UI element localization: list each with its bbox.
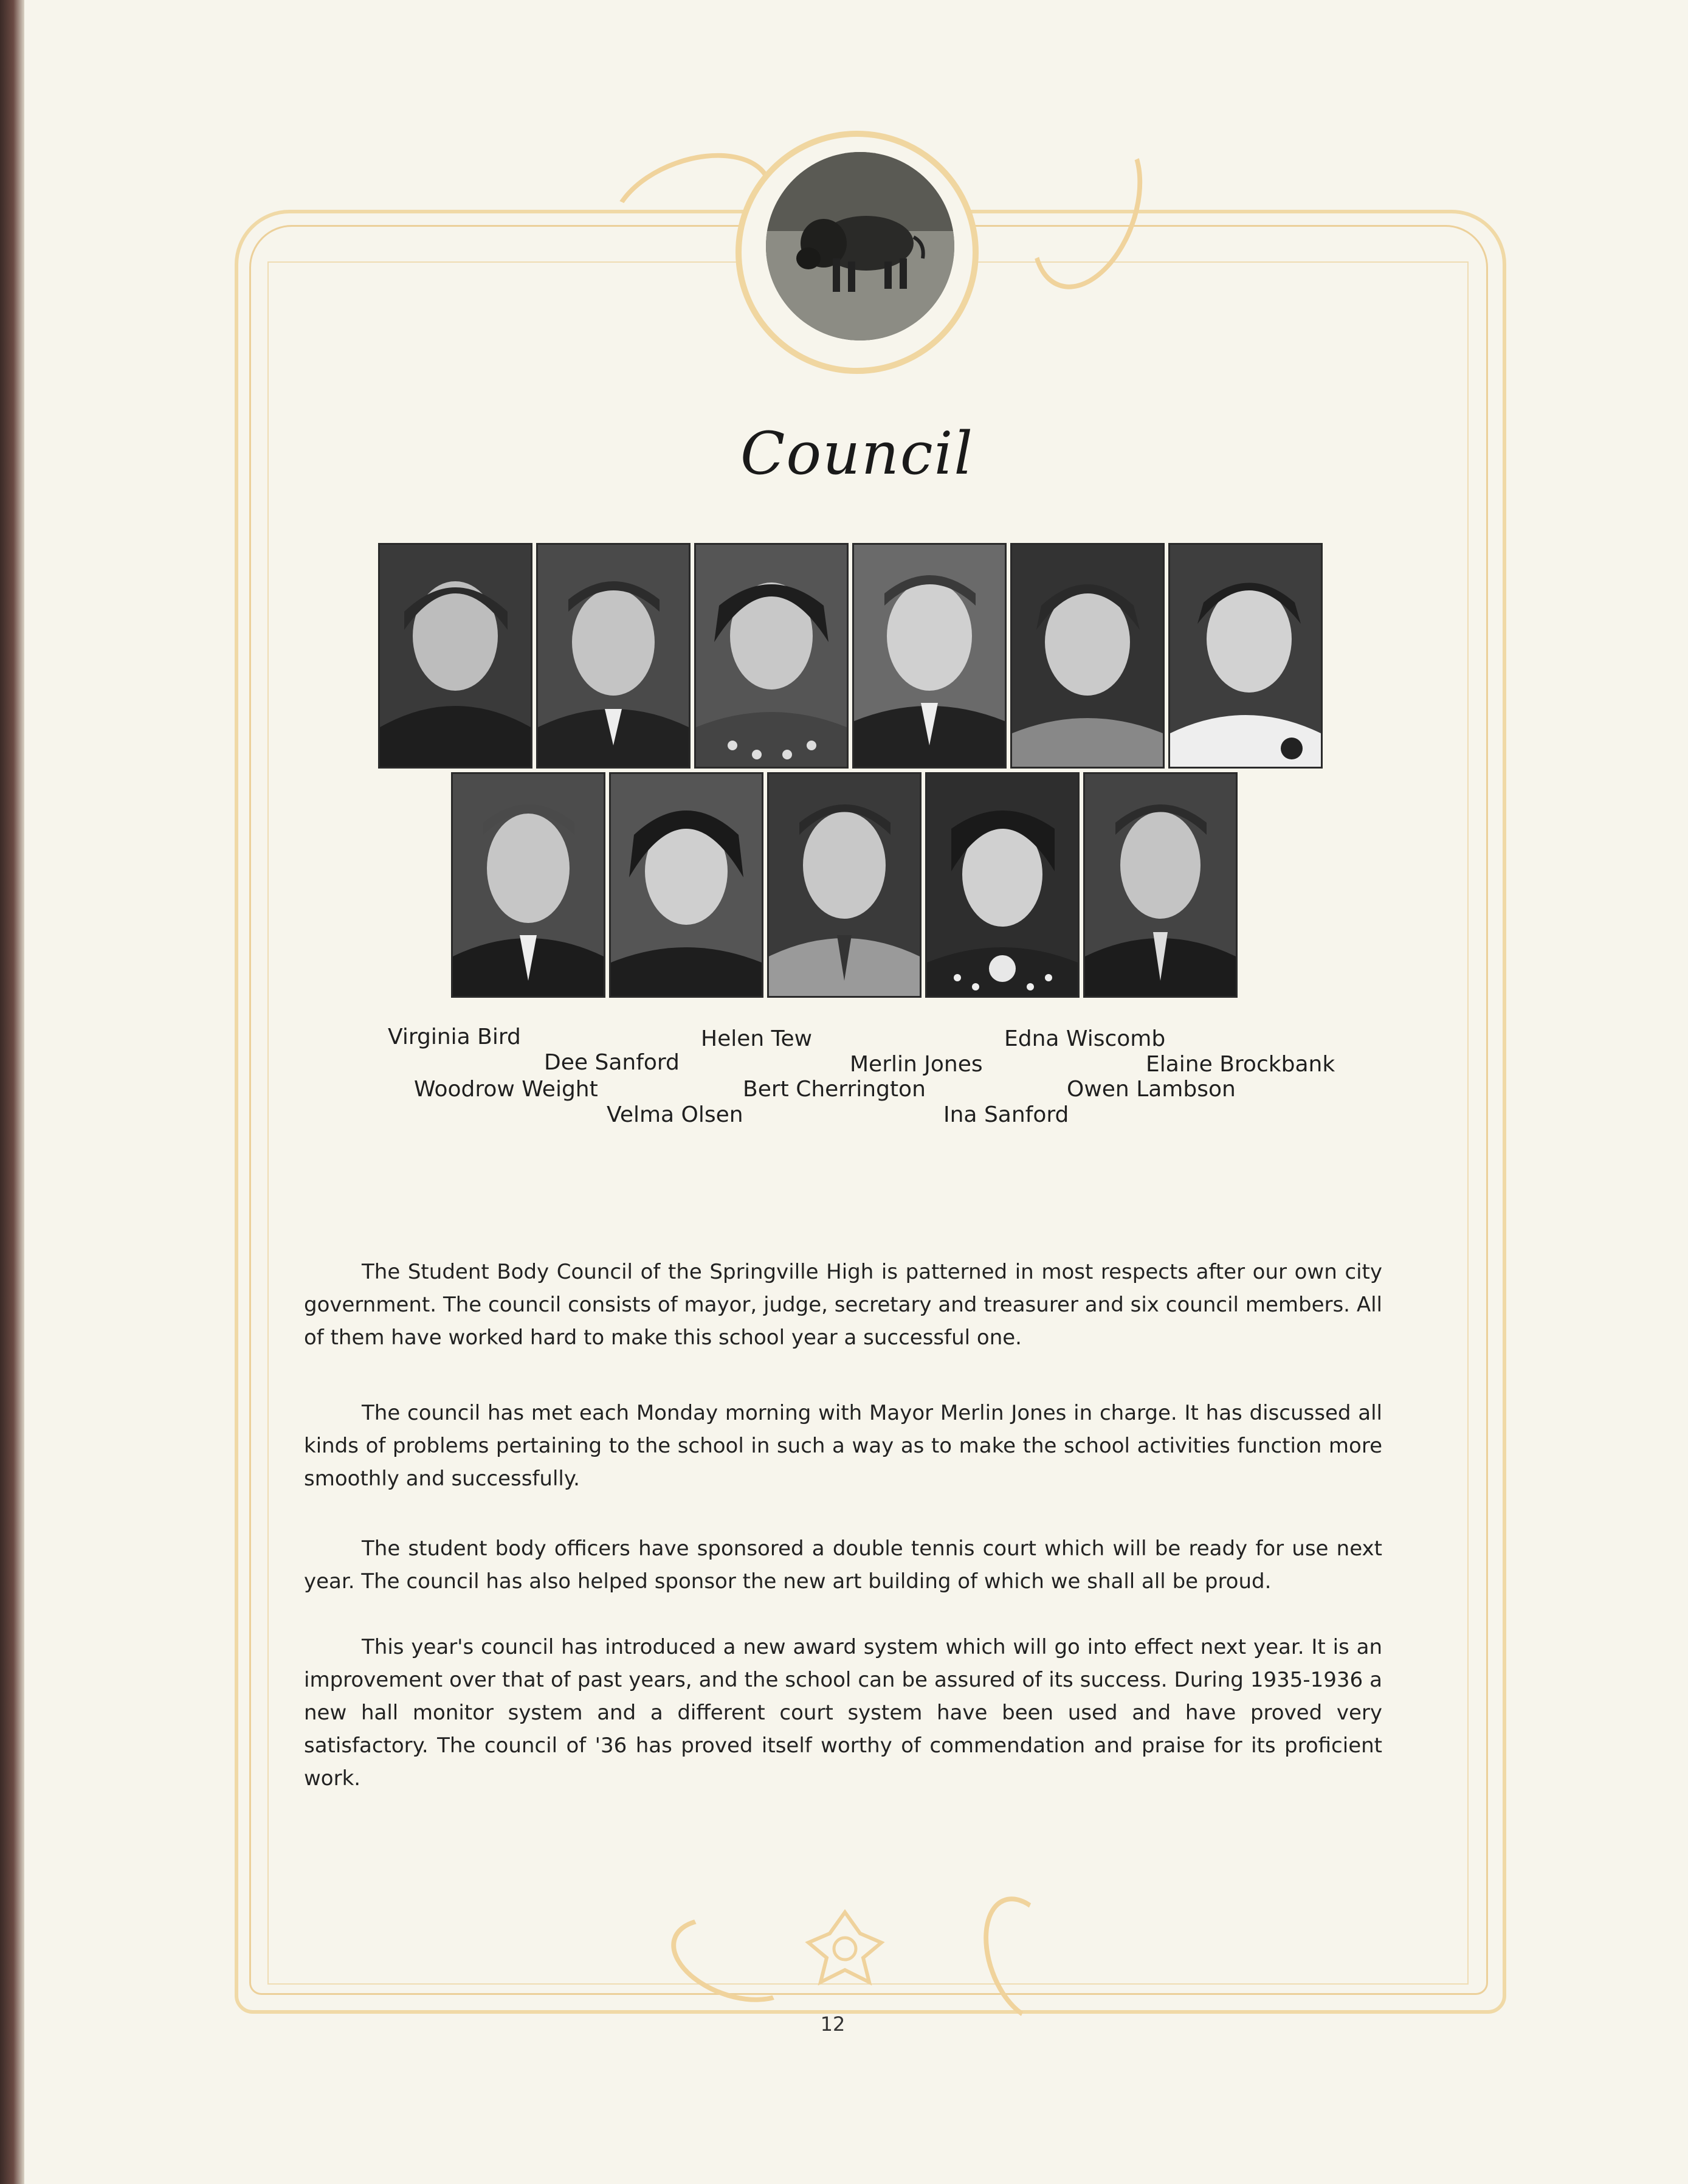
portrait-dee-sanford [536, 543, 691, 769]
caption-dee-sanford: Dee Sanford [544, 1050, 680, 1075]
caption-elaine-brockbank: Elaine Brockbank [1146, 1052, 1335, 1077]
caption-merlin-jones: Merlin Jones [850, 1052, 983, 1077]
paragraph-3: The student body officers have sponsored a double tennis court which will be ready for use next year. The council has also helped sponsor the new art building of which we shall all be proud. [304, 1536, 1382, 1594]
buffalo-medallion-image [766, 152, 954, 340]
caption-virginia-bird: Virginia Bird [388, 1025, 521, 1049]
bottom-crest-ornament [802, 1909, 887, 1988]
page-title: Council [740, 420, 974, 488]
portrait-owen-lambson [1083, 772, 1238, 998]
paragraph-1: The Student Body Council of the Springville High is patterned in most respects after our own city government. The council consists of mayor, judge, secretary and treasurer and six council members. All of them have worked hard to make this school year a successful one. [304, 1260, 1382, 1350]
caption-woodrow-weight: Woodrow Weight [414, 1077, 598, 1102]
portrait-bert-cherrington [767, 772, 922, 998]
portrait-velma-olsen [609, 772, 763, 998]
caption-owen-lambson: Owen Lambson [1067, 1077, 1236, 1102]
portrait-elaine-brockbank [1168, 543, 1323, 769]
page-number: 12 [820, 2013, 846, 2036]
caption-ina-sanford: Ina Sanford [943, 1102, 1069, 1127]
caption-bert-cherrington: Bert Cherrington [743, 1077, 926, 1102]
portrait-merlin-jones [852, 543, 1007, 769]
portrait-woodrow-weight [451, 772, 605, 998]
caption-helen-tew: Helen Tew [701, 1026, 813, 1051]
paragraph-4: This year's council has introduced a new award system which will go into effect next year. It is an improvement over that of past years, and the school can be assured of its success. During 1935-1936 a new hall monitor system and a different court system have been used and have proved very satisfactory. The council of '36 has proved itself worthy of commendation and praise for its proficient work. [304, 1635, 1382, 1791]
caption-velma-olsen: Velma Olsen [607, 1102, 743, 1127]
portrait-virginia-bird [378, 543, 532, 769]
portrait-edna-wiscomb [1010, 543, 1165, 769]
paragraph-2: The council has met each Monday morning with Mayor Merlin Jones in charge. It has discussed all kinds of problems pertaining to the school in such a way as to make the school activities function more smoothly and successfully. [304, 1401, 1382, 1491]
portrait-ina-sanford [925, 772, 1080, 998]
buffalo-icon [766, 152, 954, 340]
caption-edna-wiscomb: Edna Wiscomb [1004, 1026, 1166, 1051]
portrait-helen-tew [694, 543, 849, 769]
book-binding-edge [0, 0, 24, 2184]
